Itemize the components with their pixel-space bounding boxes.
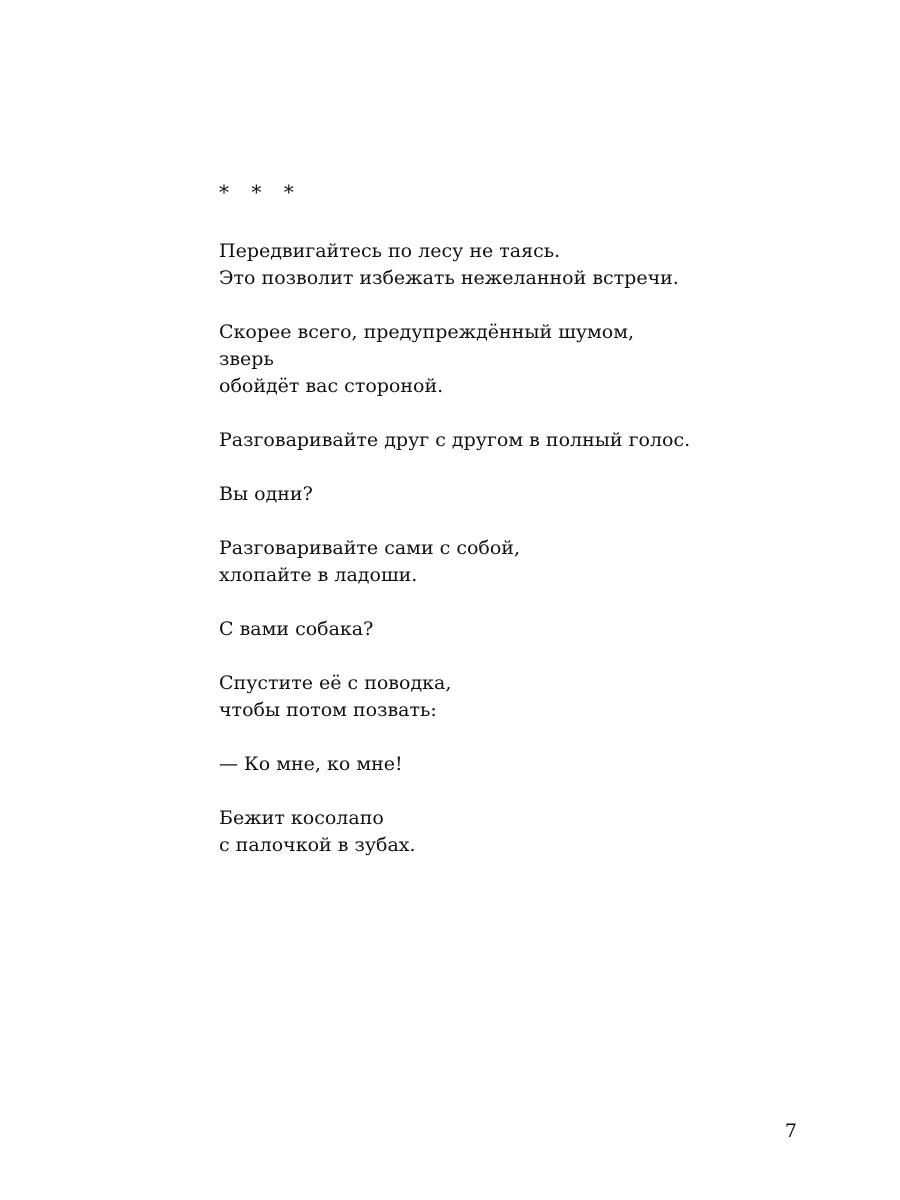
page-number: 7 xyxy=(784,1120,797,1142)
stanza xyxy=(219,535,819,589)
poem-line: хлопайте в ладоши. xyxy=(219,564,418,586)
stanza xyxy=(219,616,819,643)
poem-line: чтобы потом позвать: xyxy=(219,699,437,721)
poem-line: с палочкой в зубах. xyxy=(219,834,416,856)
poem-line: — Ко мне, ко мне! xyxy=(219,753,403,775)
section-divider: * * * xyxy=(219,180,302,204)
stanza xyxy=(219,805,819,859)
stanza xyxy=(219,481,819,508)
poem-line: Передвигайтесь по лесу не таясь. xyxy=(219,240,561,262)
poem xyxy=(219,178,819,886)
poem-line: Скорее всего, предупреждённый шумом, xyxy=(219,321,635,343)
poem-line: обойдёт вас стороной. xyxy=(219,375,444,397)
stanza xyxy=(219,427,819,454)
poem-line: С вами собака? xyxy=(219,618,374,640)
poem-line: зверь xyxy=(219,348,274,370)
stanza xyxy=(219,751,819,778)
poem-line: Разговаривайте сами с собой, xyxy=(219,537,520,559)
poem-line: Вы одни? xyxy=(219,483,313,505)
poem-line: Разговаривайте друг с другом в полный голос. xyxy=(219,429,691,451)
stanza xyxy=(219,670,819,724)
poem-line: Это позволит избежать нежеланной встречи. xyxy=(219,267,679,289)
stanza xyxy=(219,238,819,292)
poem-line: Спустите её с поводка, xyxy=(219,672,452,694)
poem-line: Бежит косолапо xyxy=(219,807,384,829)
stanza xyxy=(219,319,819,400)
